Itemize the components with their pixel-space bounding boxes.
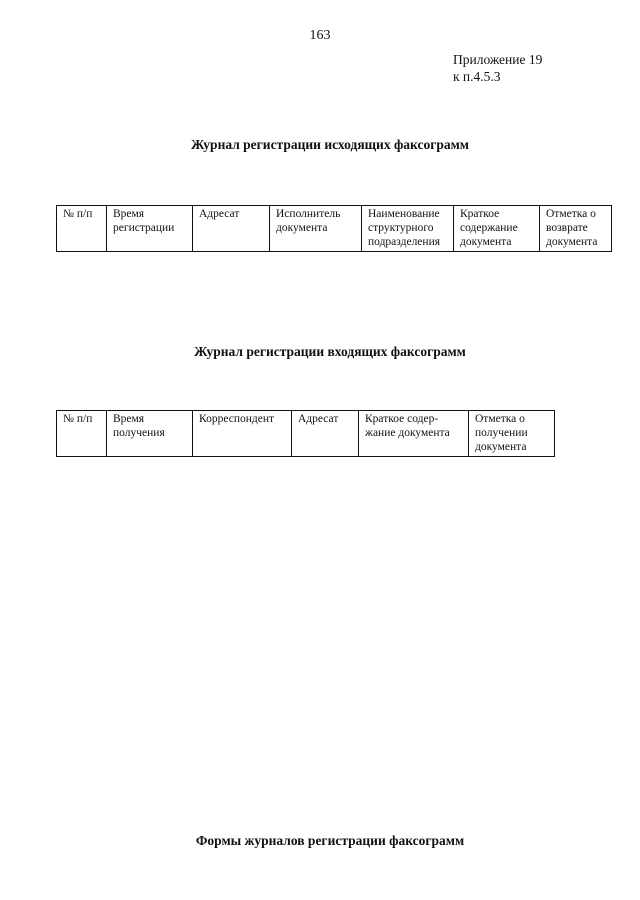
appendix-clause: к п.4.5.3: [453, 69, 501, 84]
outgoing-journal-title: Журнал регистрации исходящих факсограмм: [190, 137, 469, 152]
column-header-department: Наименование структурного подразделения: [362, 206, 454, 252]
incoming-journal-title: Журнал регистрации входящих факсограмм: [194, 344, 466, 359]
incoming-journal-table: [56, 410, 555, 457]
column-header-executor: Исполнитель документа: [270, 206, 362, 252]
column-header-return-mark: Отметка о возврате документа: [540, 206, 612, 252]
table-header-row: [57, 411, 555, 457]
column-header-receipt-time: Время получения: [107, 411, 193, 457]
column-header-receipt-mark: Отметка о получении документа: [469, 411, 555, 457]
outgoing-journal-table: [56, 205, 612, 252]
column-header-addressee: Адресат: [292, 411, 359, 457]
column-header-number: № п/п: [57, 411, 107, 457]
column-header-correspondent: Корреспондент: [193, 411, 292, 457]
forms-caption: Формы журналов регистрации факсограмм: [195, 833, 465, 848]
column-header-addressee: Адресат: [193, 206, 270, 252]
appendix-reference: [453, 51, 542, 85]
column-header-summary: Краткое содержание документа: [454, 206, 540, 252]
column-header-summary: Краткое содер-жание документа: [359, 411, 469, 457]
table-header-row: [57, 206, 612, 252]
column-header-registration-time: Время регистрации: [107, 206, 193, 252]
page-number: 163: [309, 28, 331, 43]
column-header-number: № п/п: [57, 206, 107, 252]
appendix-number: Приложение 19: [453, 52, 543, 67]
